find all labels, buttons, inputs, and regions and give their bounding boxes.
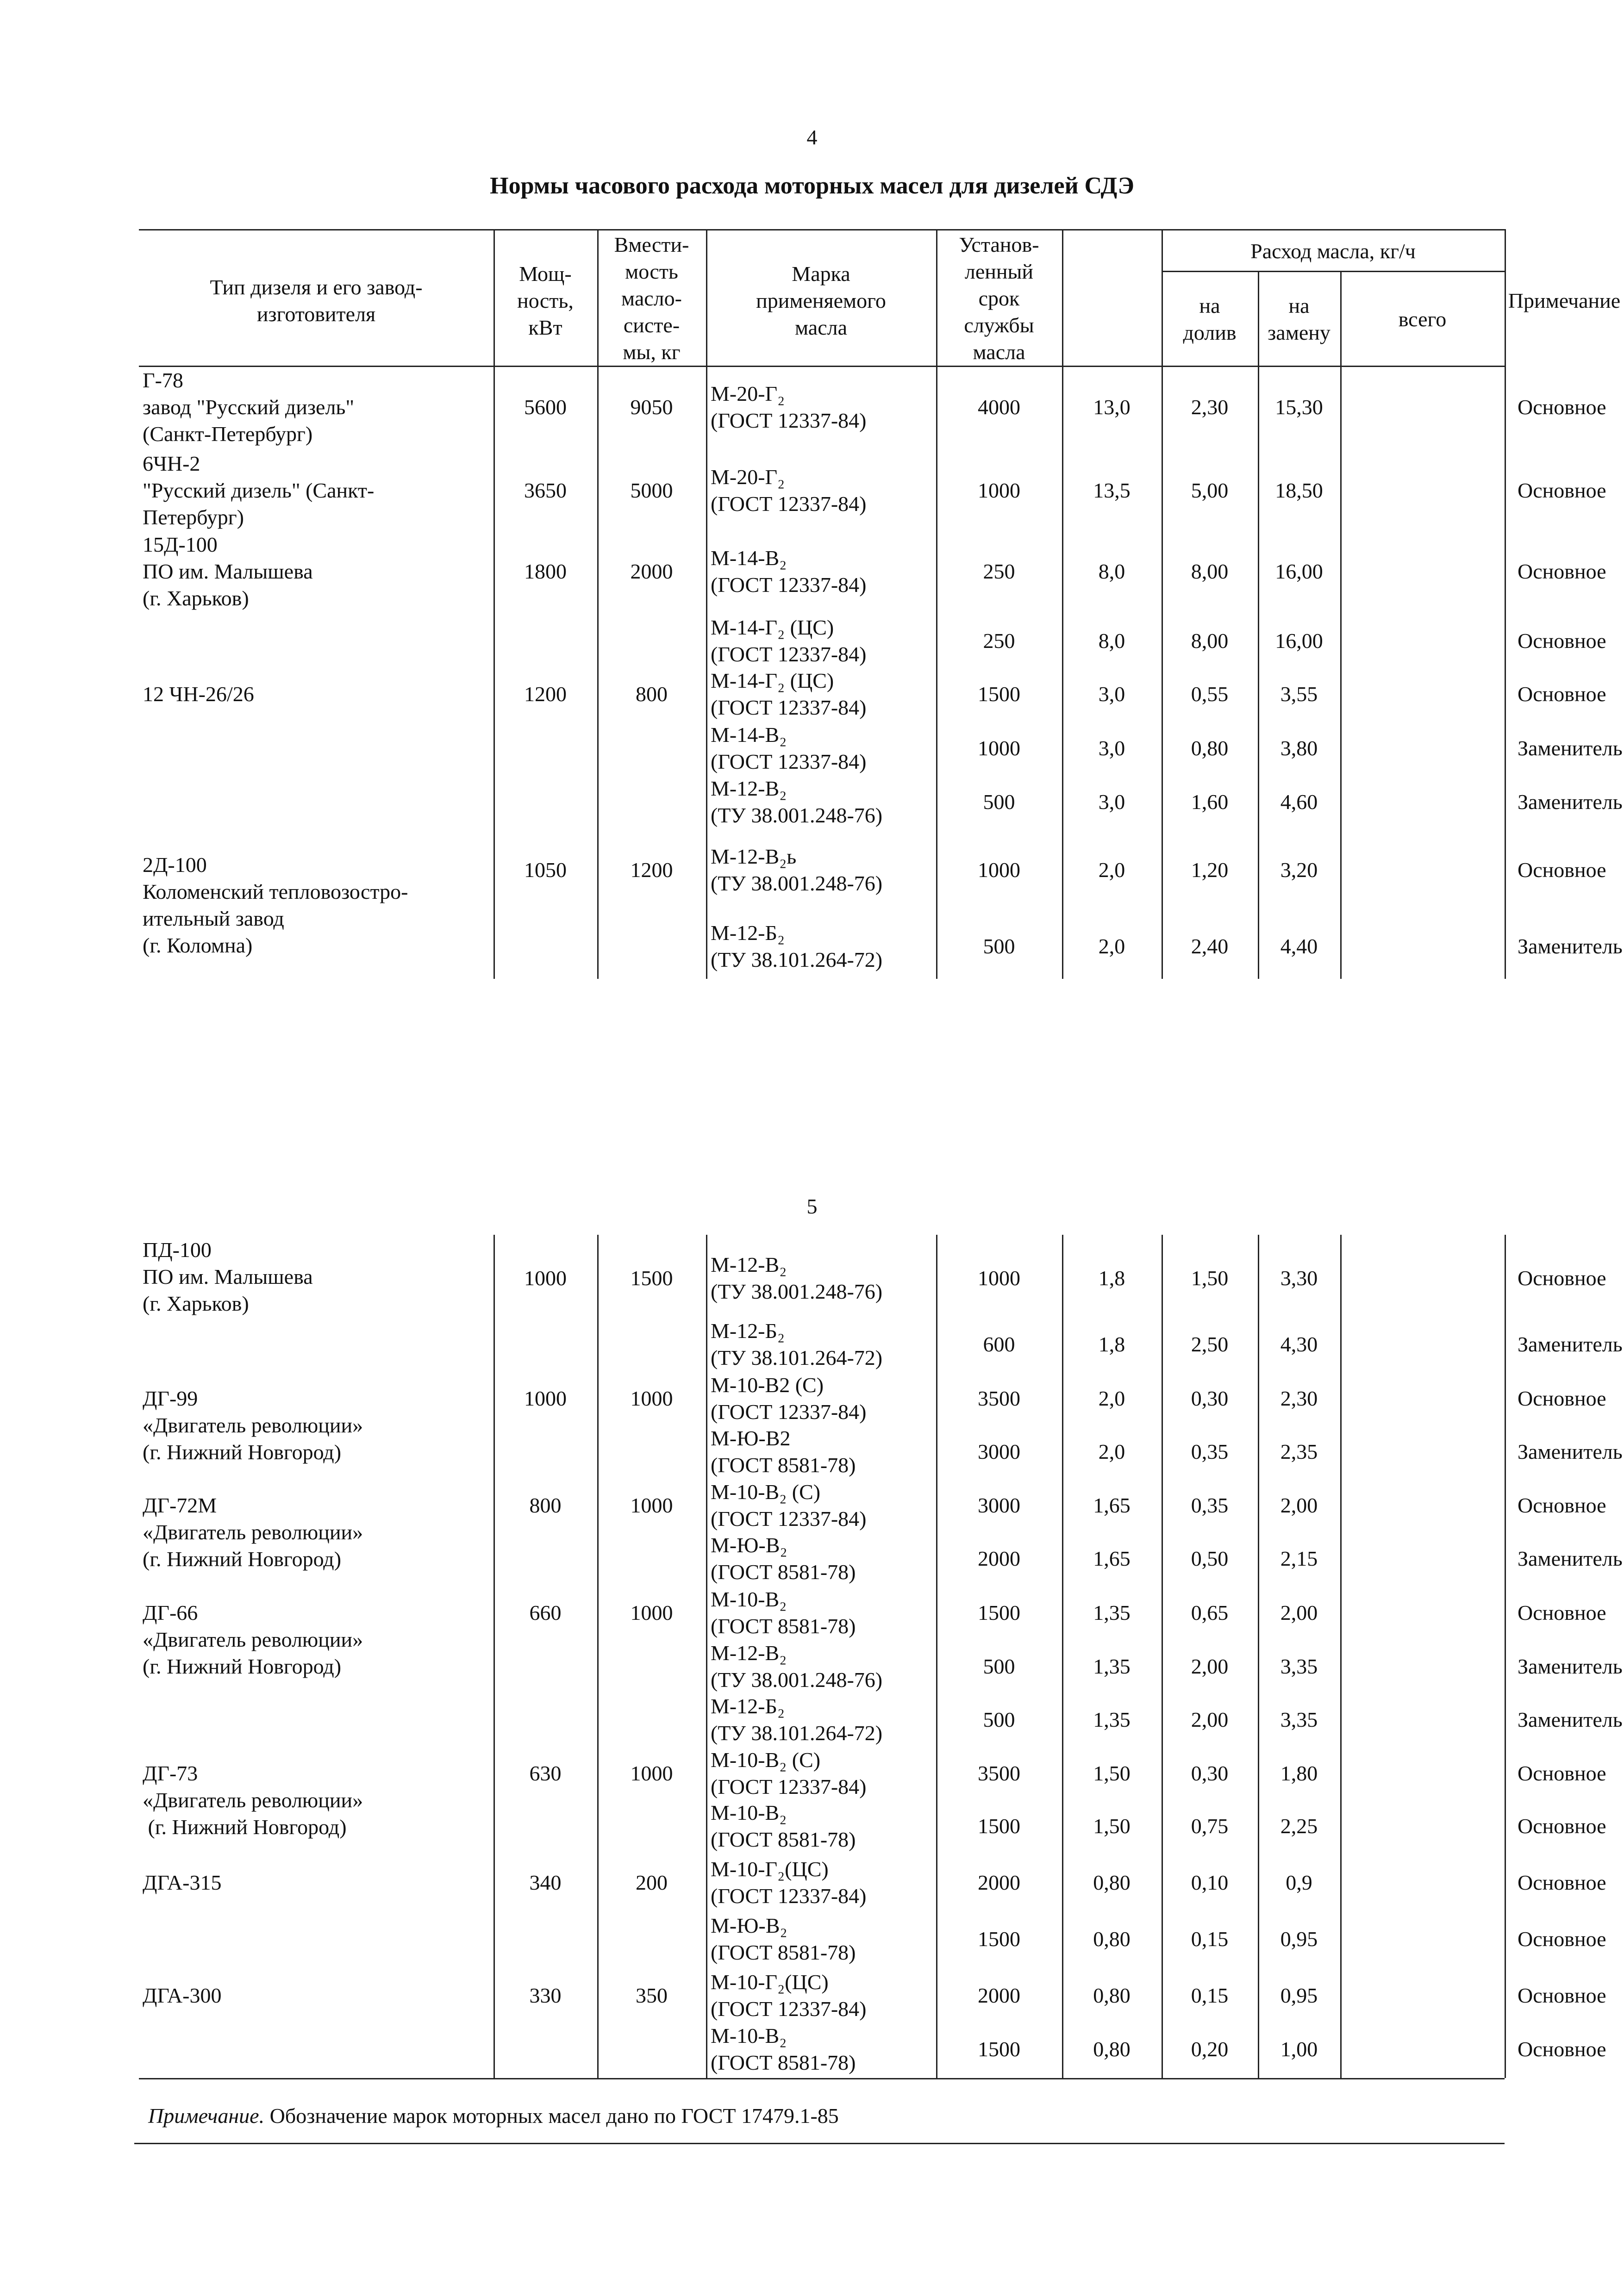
row2-power: 1000	[524, 1266, 567, 1290]
row2-remark: Основное	[1518, 1984, 1606, 2007]
row2-replace: 0,35	[1191, 1440, 1229, 1463]
row2-remark: Заменитель	[1518, 1547, 1623, 1570]
row1-capacity: 9050	[630, 395, 673, 419]
row1-oil: М-14-В₂ (ГОСТ 12337-84)	[711, 723, 867, 773]
row1-oil: М-14-В₂ (ГОСТ 12337-84)	[711, 546, 867, 597]
row1-replace: 0,55	[1191, 682, 1229, 706]
row1-topup: 3,0	[1098, 790, 1125, 814]
row2-power: 1000	[524, 1387, 567, 1410]
row2-capacity: 1500	[630, 1266, 673, 1290]
row1-topup: 3,0	[1098, 682, 1125, 706]
table-bottom-border	[139, 2078, 1505, 2079]
row1-topup: 2,0	[1098, 858, 1125, 882]
row2-name: ДГА-300	[143, 1984, 222, 2007]
row1-power: 3650	[524, 479, 567, 502]
row2-power: 660	[529, 1601, 562, 1624]
row2-remark: Заменитель	[1518, 1440, 1623, 1463]
row2-remark: Заменитель	[1518, 1332, 1623, 1356]
row1-total: 4,60	[1280, 790, 1318, 814]
row1-life: 1000	[978, 858, 1020, 882]
row1-replace: 2,30	[1191, 395, 1229, 419]
row1-remark: Заменитель	[1518, 736, 1623, 760]
row2-remark: Заменитель	[1518, 1655, 1623, 1678]
row1-remark: Основное	[1518, 560, 1606, 583]
header-power: Мощ- ность, кВт	[517, 262, 574, 339]
row1-oil: М-12-В₂ (ТУ 38.001.248-76)	[711, 777, 883, 827]
row2-oil: М-10-Г₂(ЦС) (ГОСТ 12337-84)	[711, 1970, 867, 2021]
column-divider	[493, 1235, 495, 2078]
row2-life: 500	[983, 1708, 1015, 1731]
row2-replace: 0,15	[1191, 1927, 1229, 1951]
row2-topup: 1,50	[1093, 1761, 1131, 1785]
row2-remark: Основное	[1518, 1927, 1606, 1951]
row1-total: 16,00	[1275, 560, 1323, 583]
row1-capacity: 2000	[630, 560, 673, 583]
row2-total: 1,00	[1280, 2037, 1318, 2061]
row1-oil: М-12-В₂ь (ТУ 38.001.248-76)	[711, 845, 883, 895]
row2-remark: Основное	[1518, 1761, 1606, 1785]
row2-capacity: 200	[636, 1871, 668, 1894]
row2-life: 1500	[978, 1814, 1020, 1838]
table-footnote	[148, 2103, 839, 2128]
row2-capacity: 1000	[630, 1761, 673, 1785]
row1-oil: М-12-Б₂ (ТУ 38.101.264-72)	[711, 921, 883, 971]
footnote-label: Примечание.	[148, 2104, 265, 2128]
row1-oil: М-14-Г₂ (ЦС) (ГОСТ 12337-84)	[711, 669, 867, 719]
row2-remark: Основное	[1518, 1601, 1606, 1624]
row1-life: 1000	[978, 736, 1020, 760]
row1-replace: 0,80	[1191, 736, 1229, 760]
row1-replace: 2,40	[1191, 934, 1229, 958]
column-divider	[706, 1235, 707, 2078]
row2-total: 2,00	[1280, 1601, 1318, 1624]
row1-replace: 5,00	[1191, 479, 1229, 502]
row2-remark: Заменитель	[1518, 1708, 1623, 1731]
row1-life: 250	[983, 560, 1015, 583]
header-life: Установ- ленный срок службы масла	[959, 233, 1039, 364]
row1-topup: 2,0	[1098, 934, 1125, 958]
row2-replace: 1,50	[1191, 1266, 1229, 1290]
row1-replace: 8,00	[1191, 560, 1229, 583]
row2-topup: 0,80	[1093, 2037, 1131, 2061]
row1-topup: 13,5	[1093, 479, 1131, 502]
row2-life: 3500	[978, 1761, 1020, 1785]
row2-total: 0,9	[1286, 1871, 1312, 1894]
row2-total: 0,95	[1280, 1984, 1318, 2007]
row2-life: 600	[983, 1332, 1015, 1356]
row2-life: 500	[983, 1655, 1015, 1678]
row2-capacity: 1000	[630, 1601, 673, 1624]
row2-topup: 1,50	[1093, 1814, 1131, 1838]
row1-remark: Основное	[1518, 479, 1606, 502]
row2-total: 0,95	[1280, 1927, 1318, 1951]
page-number-bottom: 5	[806, 1195, 818, 1218]
row2-oil: М-10-В2 (С) (ГОСТ 12337-84)	[711, 1373, 867, 1424]
column-divider	[1340, 1235, 1342, 2078]
row1-name: 2Д-100 Коломенский тепловозостро- ительный завод (г. Коломна)	[143, 853, 408, 957]
row1-total: 4,40	[1280, 934, 1318, 958]
column-divider	[1505, 1235, 1506, 2078]
row2-oil: М-10-В₂ (ГОСТ 8581-78)	[711, 1801, 856, 1851]
row2-oil: М-10-В₂ (ГОСТ 8581-78)	[711, 1587, 856, 1638]
row1-capacity: 800	[636, 682, 668, 706]
row1-topup: 3,0	[1098, 736, 1125, 760]
row2-oil: М-10-В₂ (С) (ГОСТ 12337-84)	[711, 1480, 867, 1531]
row1-power: 5600	[524, 395, 567, 419]
row2-replace: 0,50	[1191, 1547, 1229, 1570]
row2-oil: М-12-Б₂ (ТУ 38.101.264-72)	[711, 1694, 883, 1745]
header-topup: на долив	[1183, 294, 1237, 344]
row1-replace: 1,20	[1191, 858, 1229, 882]
row1-replace: 1,60	[1191, 790, 1229, 814]
page-title: Нормы часового расхода моторных масел для дизелей СДЭ	[490, 173, 1134, 199]
row2-topup: 2,0	[1098, 1387, 1125, 1410]
row1-total: 3,80	[1280, 736, 1318, 760]
row2-remark: Основное	[1518, 1266, 1606, 1290]
row2-remark: Основное	[1518, 1387, 1606, 1410]
row2-total: 2,35	[1280, 1440, 1318, 1463]
row2-remark: Основное	[1518, 1493, 1606, 1517]
row2-topup: 0,80	[1093, 1927, 1131, 1951]
row2-name: ДГ-66 «Двигатель революции» (г. Нижний Новгород)	[143, 1601, 363, 1678]
column-divider	[706, 229, 707, 979]
row2-oil: М-Ю-В2 (ГОСТ 8581-78)	[711, 1426, 856, 1477]
row2-topup: 2,0	[1098, 1440, 1125, 1463]
row1-total: 16,00	[1275, 629, 1323, 653]
row2-capacity: 350	[636, 1984, 668, 2007]
row2-replace: 0,15	[1191, 1984, 1229, 2007]
row2-topup: 1,8	[1098, 1332, 1125, 1356]
row2-total: 2,30	[1280, 1387, 1318, 1410]
row2-topup: 1,65	[1093, 1493, 1131, 1517]
row2-topup: 1,35	[1093, 1601, 1131, 1624]
row2-replace: 0,35	[1191, 1493, 1229, 1517]
row2-topup: 1,35	[1093, 1708, 1131, 1731]
row2-life: 1000	[978, 1266, 1020, 1290]
row2-total: 3,35	[1280, 1708, 1318, 1731]
row2-topup: 1,35	[1093, 1655, 1131, 1678]
row2-life: 2000	[978, 1871, 1020, 1894]
row2-remark: Основное	[1518, 1814, 1606, 1838]
row1-topup: 8,0	[1098, 560, 1125, 583]
row2-remark: Основное	[1518, 2037, 1606, 2061]
row1-total: 15,30	[1275, 395, 1323, 419]
row2-replace: 0,65	[1191, 1601, 1229, 1624]
row2-oil: М-10-В₂ (С) (ГОСТ 12337-84)	[711, 1748, 867, 1798]
row1-power: 1800	[524, 560, 567, 583]
row1-life: 500	[983, 790, 1015, 814]
row2-replace: 2,00	[1191, 1708, 1229, 1731]
row2-name: ДГА-315	[143, 1871, 222, 1894]
row2-life: 1500	[978, 1927, 1020, 1951]
row2-total: 2,15	[1280, 1547, 1318, 1570]
row2-topup: 0,80	[1093, 1871, 1131, 1894]
row2-total: 3,35	[1280, 1655, 1318, 1678]
row2-remark: Основное	[1518, 1871, 1606, 1894]
row2-replace: 0,10	[1191, 1871, 1229, 1894]
header-total: всего	[1398, 307, 1447, 331]
row1-remark: Заменитель	[1518, 790, 1623, 814]
row2-life: 3000	[978, 1440, 1020, 1463]
row1-capacity: 1200	[630, 858, 673, 882]
row2-power: 340	[529, 1871, 562, 1894]
row1-name: 15Д-100 ПО им. Малышева (г. Харьков)	[143, 533, 313, 610]
row1-total: 18,50	[1275, 479, 1323, 502]
row1-remark: Основное	[1518, 629, 1606, 653]
header-brand: Марка применяемого масла	[756, 262, 886, 339]
row2-topup: 1,65	[1093, 1547, 1131, 1570]
row1-replace: 8,00	[1191, 629, 1229, 653]
row2-capacity: 1000	[630, 1493, 673, 1517]
row1-life: 250	[983, 629, 1015, 653]
row2-life: 3500	[978, 1387, 1020, 1410]
row1-topup: 8,0	[1098, 629, 1125, 653]
row2-oil: М-12-В₂ (ТУ 38.001.248-76)	[711, 1253, 883, 1303]
column-divider	[597, 1235, 599, 2078]
header-replace: на замену	[1268, 294, 1330, 344]
row2-total: 4,30	[1280, 1332, 1318, 1356]
row1-capacity: 5000	[630, 479, 673, 502]
row1-power: 1200	[524, 682, 567, 706]
footnote-rule	[134, 2143, 1505, 2144]
row1-oil: М-20-Г₂ (ГОСТ 12337-84)	[711, 465, 867, 516]
row2-replace: 0,20	[1191, 2037, 1229, 2061]
row2-life: 1500	[978, 1601, 1020, 1624]
row2-oil: М-12-Б₂ (ТУ 38.101.264-72)	[711, 1319, 883, 1369]
row1-oil: М-20-Г₂ (ГОСТ 12337-84)	[711, 382, 867, 432]
consumption-group-divider	[1162, 271, 1505, 272]
row2-life: 3000	[978, 1493, 1020, 1517]
row2-power: 330	[529, 1984, 562, 2007]
header-type: Тип дизеля и его завод- изготовителя	[210, 275, 423, 326]
row2-name: ДГ-72М «Двигатель революции» (г. Нижний Новгород)	[143, 1493, 363, 1571]
row2-replace: 0,30	[1191, 1761, 1229, 1785]
row2-oil: М-10-Г₂(ЦС) (ГОСТ 12337-84)	[711, 1857, 867, 1908]
column-divider	[1340, 271, 1342, 979]
table-top-border	[139, 229, 1505, 230]
row1-life: 500	[983, 934, 1015, 958]
row1-remark: Основное	[1518, 682, 1606, 706]
row1-total: 3,20	[1280, 858, 1318, 882]
row2-topup: 0,80	[1093, 1984, 1131, 2007]
row1-name: Г-78 завод "Русский дизель" (Санкт-Петербург)	[143, 368, 355, 446]
header-capacity: Вмести- мость масло- систе- мы, кг	[614, 233, 689, 364]
row1-remark: Заменитель	[1518, 934, 1623, 958]
row2-name: ПД-100 ПО им. Малышева (г. Харьков)	[143, 1238, 313, 1315]
row2-life: 2000	[978, 1984, 1020, 2007]
row1-life: 1500	[978, 682, 1020, 706]
row2-power: 630	[529, 1761, 562, 1785]
row1-name: 12 ЧН-26/26	[143, 682, 254, 706]
row2-replace: 0,75	[1191, 1814, 1229, 1838]
row2-life: 2000	[978, 1547, 1020, 1570]
row2-replace: 2,00	[1191, 1655, 1229, 1678]
row1-life: 4000	[978, 395, 1020, 419]
page-number-top: 4	[806, 125, 818, 149]
row1-remark: Основное	[1518, 858, 1606, 882]
row1-power: 1050	[524, 858, 567, 882]
row2-topup: 1,8	[1098, 1266, 1125, 1290]
row1-oil: М-14-Г₂ (ЦС) (ГОСТ 12337-84)	[711, 616, 867, 666]
row2-total: 2,00	[1280, 1493, 1318, 1517]
row2-replace: 0,30	[1191, 1387, 1229, 1410]
header-remark: Примечание	[1508, 289, 1621, 312]
column-divider	[1505, 229, 1506, 979]
row1-remark: Основное	[1518, 395, 1606, 419]
row2-capacity: 1000	[630, 1387, 673, 1410]
row2-oil: М-Ю-В₂ (ГОСТ 8581-78)	[711, 1914, 856, 1964]
row2-name: ДГ-73 «Двигатель революции» (г. Нижний Новгород)	[143, 1761, 363, 1839]
row2-life: 1500	[978, 2037, 1020, 2061]
row2-total: 2,25	[1280, 1814, 1318, 1838]
row2-total: 3,30	[1280, 1266, 1318, 1290]
row1-life: 1000	[978, 479, 1020, 502]
footnote-text: Обозначение марок моторных масел дано по ГОСТ 17479.1-85	[264, 2104, 839, 2128]
row2-oil: М-12-В₂ (ТУ 38.001.248-76)	[711, 1641, 883, 1692]
row2-oil: М-10-В₂ (ГОСТ 8581-78)	[711, 2024, 856, 2074]
row2-oil: М-Ю-В₂ (ГОСТ 8581-78)	[711, 1533, 856, 1584]
row2-name: ДГ-99 «Двигатель революции» (г. Нижний Новгород)	[143, 1387, 363, 1464]
row2-replace: 2,50	[1191, 1332, 1229, 1356]
row2-total: 1,80	[1280, 1761, 1318, 1785]
row1-total: 3,55	[1280, 682, 1318, 706]
row2-power: 800	[529, 1493, 562, 1517]
row1-name: 6ЧН-2 "Русский дизель" (Санкт- Петербург)	[143, 452, 375, 529]
row1-topup: 13,0	[1093, 395, 1131, 419]
header-consumption: Расход масла, кг/ч	[1250, 239, 1416, 263]
